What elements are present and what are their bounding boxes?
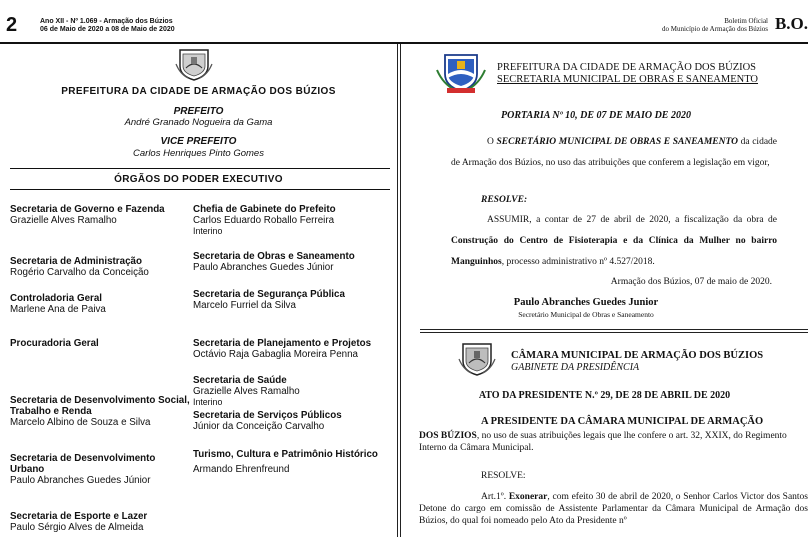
coat-of-arms-icon xyxy=(174,48,214,82)
office-entry xyxy=(193,289,393,311)
resolve-label-2: RESOLVE: xyxy=(481,471,526,481)
prefeito-label: PREFEITO xyxy=(173,106,224,117)
office-holder: Carlos Eduardo Roballo Ferreira xyxy=(193,215,335,226)
office-title: Turismo, Cultura e Patrimônio Histórico xyxy=(193,449,378,460)
article-text: , com efeito 30 de abril de 2020, o Senhor Carlos Victor dos Santos Detone do cargo em comissão de Assistente Parlamentar da Câmara Municipal de Armação dos Búzios, do qual foi nomeado pelo Ato da Presidente nº xyxy=(419,492,808,526)
office-entry xyxy=(10,338,190,349)
intro-o: O xyxy=(487,137,494,147)
office-title: Secretaria de Planejamento e Projetos xyxy=(193,338,372,349)
orgaos-rule-top xyxy=(10,168,390,169)
office-holder: Marcelo Albino de Souza e Silva xyxy=(10,417,151,428)
office-title: Secretaria de Desenvolvimento Social, Trabalho e Renda xyxy=(10,395,190,417)
office-title: Secretaria de Obras e Saneamento xyxy=(193,251,355,262)
office-title: Secretaria de Serviços Públicos xyxy=(193,410,342,421)
office-holder: Paulo Sérgio Alves de Almeida xyxy=(10,522,144,533)
left-column xyxy=(0,44,397,537)
office-holder: Marcelo Furriel da Silva xyxy=(193,300,296,311)
office-entry xyxy=(193,251,393,273)
portaria-intro xyxy=(451,132,777,174)
intro-secretary: SECRETÁRIO MUNICIPAL DE OBRAS E SANEAMENTO xyxy=(496,137,738,147)
edition-info xyxy=(40,18,175,34)
assumir-paragraph xyxy=(451,210,777,273)
office-title: Secretaria de Governo e Fazenda xyxy=(10,204,165,215)
ato-head: A PRESIDENTE DA CÂMARA MUNICIPAL DE ARMAÇÃO xyxy=(481,416,764,427)
signer-name: Paulo Abranches Guedes Junior xyxy=(513,297,659,308)
page-header xyxy=(0,0,808,44)
article-bold: Exonerar xyxy=(508,492,548,502)
office-title: Secretaria de Saúde xyxy=(193,375,287,386)
ato-title: ATO DA PRESIDENTE N.º 29, DE 28 DE ABRIL DE 2020 xyxy=(478,390,731,401)
sec2-title: GABINETE DA PRESIDÊNCIA xyxy=(511,362,640,373)
portaria-title: PORTARIA Nº 10, DE 07 DE MAIO DE 2020 xyxy=(501,110,691,121)
coat-of-arms-icon xyxy=(433,52,489,94)
bo-label: B.O. xyxy=(774,14,808,33)
office-entry xyxy=(10,511,190,533)
boletim-info xyxy=(662,17,768,33)
office-title: Controladoria Geral xyxy=(10,293,102,304)
portaria-date: Armação dos Búzios, 07 de maio de 2020. xyxy=(610,277,772,287)
office-holder: Armando Ehrenfreund xyxy=(193,464,290,475)
office-entry xyxy=(10,256,190,278)
office-note: Interino xyxy=(193,397,223,407)
camara-crest-icon xyxy=(457,342,497,378)
office-entry xyxy=(193,338,393,360)
section-rule xyxy=(420,329,808,330)
vice-prefeito-label: VICE PREFEITO xyxy=(160,136,237,147)
office-title: Procuradoria Geral xyxy=(10,338,99,349)
office-title: Secretaria de Esporte e Lazer xyxy=(10,511,148,522)
office-holder: Grazielle Alves Ramalho xyxy=(193,386,300,397)
office-holder: Paulo Abranches Guedes Júnior xyxy=(10,475,151,486)
office-holder: Grazielle Alves Ramalho xyxy=(10,215,117,226)
office-holder: Paulo Abranches Guedes Júnior xyxy=(193,262,334,273)
boletim-line-1: Boletim Oficial xyxy=(724,17,768,25)
office-holder: Octávio Raja Gabaglia Moreira Penna xyxy=(193,349,359,360)
ato-head-2: DOS BÚZIOS xyxy=(419,431,477,441)
edition-line: Ano XII - Nº 1.069 - Armação dos Búzios xyxy=(40,18,173,25)
office-entry xyxy=(10,204,190,226)
office-entry xyxy=(10,453,190,486)
office-entry xyxy=(193,410,393,432)
page-number: 2 xyxy=(6,14,18,36)
orgaos-rule-bottom xyxy=(10,189,390,190)
article-label: Art.1º. xyxy=(481,492,507,502)
resolve-label: RESOLVE: xyxy=(481,195,528,205)
assumir-text: ASSUMIR, a contar de 27 de abril de 2020, a fiscalização da obra de xyxy=(487,215,777,225)
sec1-title: SECRETARIA MUNICIPAL DE OBRAS E SANEAMENTO xyxy=(497,74,759,85)
office-entry xyxy=(10,293,190,315)
org2-title: CÂMARA MUNICIPAL DE ARMAÇÃO DOS BÚZIOS xyxy=(511,350,764,361)
prefeito-name: André Granado Nogueira da Gama xyxy=(124,117,273,128)
article-1 xyxy=(419,491,808,527)
column-divider xyxy=(397,44,398,537)
orgaos-title: ÓRGÃOS DO PODER EXECUTIVO xyxy=(114,174,283,185)
assumir-text-2: , processo administrativo nº 4.527/2018. xyxy=(501,257,655,267)
org1-title: PREFEITURA DA CIDADE DE ARMAÇÃO DOS BÚZIOS xyxy=(497,62,757,73)
office-note: Interino xyxy=(193,226,223,236)
office-entry xyxy=(193,204,393,237)
office-title: Secretaria de Administração xyxy=(10,256,142,267)
office-holder: Marlene Ana de Paiva xyxy=(10,304,106,315)
office-holder: Júnior da Conceição Carvalho xyxy=(193,421,325,432)
signer-role: Secretário Municipal de Obras e Saneamento xyxy=(518,310,654,319)
vice-prefeito-name: Carlos Henriques Pinto Gomes xyxy=(133,148,264,159)
office-title: Chefia de Gabinete do Prefeito xyxy=(193,204,336,215)
section-rule-2 xyxy=(420,332,808,333)
right-column xyxy=(401,44,808,537)
ato-paragraph xyxy=(419,430,808,454)
ato-text: , no uso de suas atribuições legais que lhe confere o art. 32, XXIX, do Regimento Interno da Câmara Municipal. xyxy=(419,431,787,453)
boletim-line-2: do Município de Armação dos Búzios xyxy=(662,25,768,33)
office-entry xyxy=(193,375,393,408)
office-title: Secretaria de Desenvolvimento Urbano xyxy=(10,453,156,475)
date-line: 06 de Maio de 2020 a 08 de Maio de 2020 xyxy=(40,26,175,33)
assumir-bold: Construção do Centro de Fisioterapia e da Clínica da Mulher no bairro Manguinhos xyxy=(451,236,777,267)
office-entry xyxy=(193,449,393,475)
office-holder: Rogério Carvalho da Conceição xyxy=(10,267,149,278)
intro-text: da cidade de Armação dos Búzios, no uso das atribuições que conferem a legislação em vigor, xyxy=(451,137,777,168)
office-title: Secretaria de Segurança Pública xyxy=(193,289,345,300)
office-entry xyxy=(10,395,190,428)
prefeitura-title: PREFEITURA DA CIDADE DE ARMAÇÃO DOS BÚZIOS xyxy=(61,86,336,97)
